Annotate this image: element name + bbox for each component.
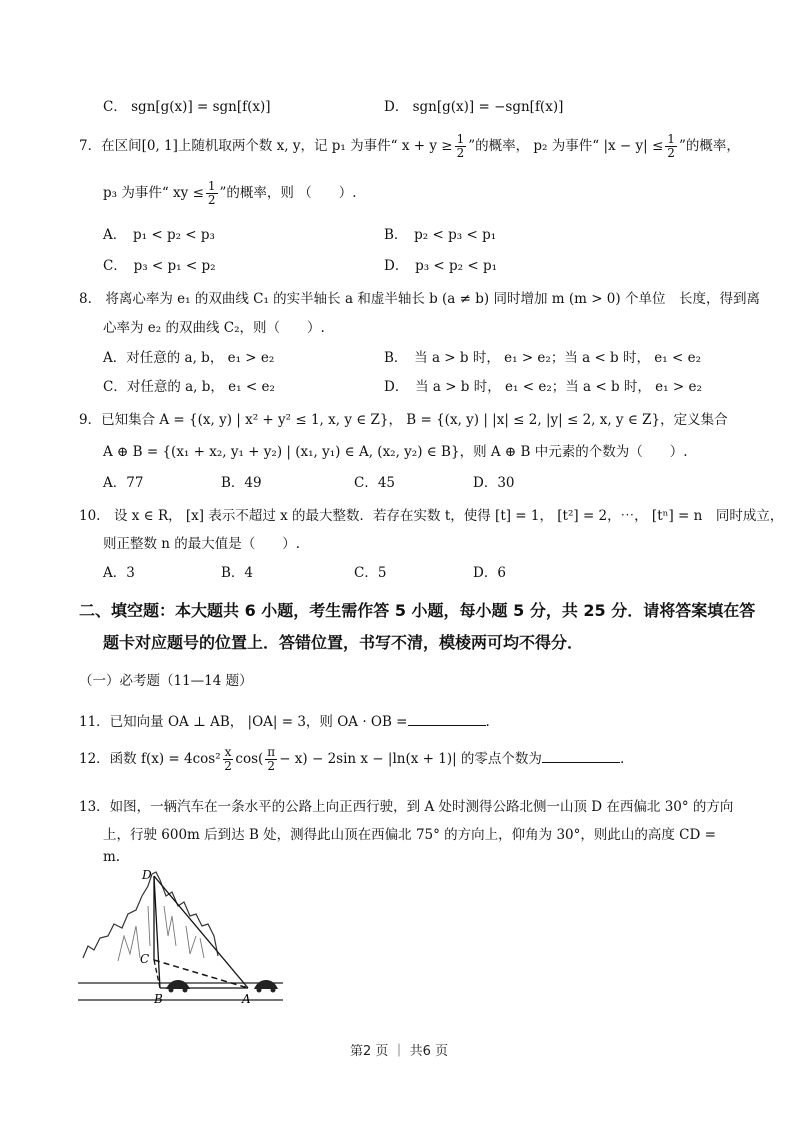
q10-option-b: B．4 bbox=[221, 565, 254, 581]
label-a: A bbox=[242, 992, 251, 1006]
section2-title-line1: 二、填空题：本大题共 6 小题，考生需作答 5 小题，每小题 5 分，共 25 分．请将答案填在答 bbox=[79, 601, 756, 620]
q10-option-a: A．3 bbox=[103, 565, 135, 581]
q8-option-a: A．对任意的 a, b， e₁ > e₂ bbox=[103, 350, 275, 366]
q6-option-c: C． sgn[g(x)] = sgn[f(x)] bbox=[103, 99, 271, 115]
label-d: D bbox=[142, 868, 152, 882]
q9-stem-line2: A ⊕ B = {(x₁ + x₂, y₁ + y₂) | (x₁, y₁) ∈ A, (x₂, y₂) ∈ B}，则 A ⊕ B 中元素的个数为（ ）. bbox=[103, 444, 688, 460]
answer-blank bbox=[542, 750, 620, 763]
label-b: B bbox=[154, 992, 163, 1006]
q10-stem-line2: 则正整数 n 的最大值是（ ）. bbox=[103, 536, 301, 552]
line-da bbox=[154, 876, 248, 988]
q7-option-d: D． p₃ < p₂ < p₁ bbox=[384, 258, 498, 274]
q8-option-b: B． 当 a > b 时， e₁ > e₂；当 a < b 时， e₁ < e₂ bbox=[384, 350, 701, 366]
car-icon bbox=[166, 980, 190, 993]
q9-option-c: C．45 bbox=[354, 475, 396, 491]
fraction-x-over-2: $\frac{x}{2}$ bbox=[224, 745, 232, 773]
line-ca bbox=[154, 960, 248, 988]
q9-option-b: B．49 bbox=[221, 475, 262, 491]
q8-option-c: C．对任意的 a, b， e₁ < e₂ bbox=[103, 379, 275, 395]
section2-subheading: （一）必考题（11—14 题） bbox=[79, 673, 253, 689]
q8-stem-line1: 8. 将离心率为 e₁ 的双曲线 C₁ 的实半轴长 a 和虚半轴长 b (a ≠ b) 同时增加 m (m > 0) 个单位 长度，得到离 bbox=[79, 291, 760, 307]
q13-stem-line2: 上，行驶 600m 后到达 B 处，测得此山顶在西偏北 75° 的方向上，仰角为 30°，则此山的高度 CD = bbox=[103, 827, 716, 843]
q6-option-d: D． sgn[g(x)] = −sgn[f(x)] bbox=[384, 99, 564, 115]
q8-option-d: D． 当 a > b 时， e₁ < e₂；当 a < b 时， e₁ > e₂ bbox=[384, 379, 702, 395]
q7-stem-line1: 7．在区间[0, 1]上随机取两个数 x, y，记 p₁ 为事件“ x + y ≥ $\frac{1}{2}$ ”的概率， p₂ 为事件“ |x − y| ≤ $\frac{1}{2}$ ”的概率， bbox=[79, 132, 740, 160]
q7-stem-line2: p₃ 为事件“ xy ≤ $\frac{1}{2}$ ”的概率，则 （ ）. bbox=[103, 179, 357, 207]
q9-stem-line1: 9．已知集合 A = {(x, y) | x² + y² ≤ 1, x, y ∈ Z}， B = {(x, y) | |x| ≤ 2, |y| ≤ 2, x, y ∈ Z}，定义集合 bbox=[79, 412, 728, 428]
q10-option-c: C．5 bbox=[354, 565, 387, 581]
q13-stem-line1: 13．如图，一辆汽车在一条水平的公路上向正西行驶，到 A 处时测得公路北侧一山顶 D 在西偏北 30° 的方向 bbox=[79, 799, 734, 815]
q10-stem-line1: 10. 设 x ∈ R， [x] 表示不超过 x 的最大整数．若存在实数 t，使得 [t] = 1， [t²] = 2，⋯， [tⁿ] = n 同时成立， bbox=[79, 508, 784, 524]
q10-option-d: D．6 bbox=[473, 565, 506, 581]
label-c: C bbox=[140, 952, 150, 966]
car-icon bbox=[254, 980, 278, 993]
fraction-one-half: $\frac{1}{2}$ bbox=[667, 132, 675, 160]
fraction-one-half: $\frac{1}{2}$ bbox=[207, 179, 216, 207]
fraction-one-half: $\frac{1}{2}$ bbox=[456, 132, 465, 160]
q7-option-b: B． p₂ < p₃ < p₁ bbox=[384, 227, 497, 243]
mountain-figure bbox=[78, 866, 288, 1012]
q7-option-a: A． p₁ < p₂ < p₃ bbox=[103, 227, 215, 243]
fraction-pi-over-2: $\frac{\pi}{2}$ bbox=[267, 745, 276, 773]
mountain-outline bbox=[83, 872, 218, 958]
mountain-shading bbox=[118, 906, 204, 961]
page-footer: 第2 页 ｜ 共6 页 bbox=[350, 1044, 449, 1059]
q9-option-a: A．77 bbox=[103, 475, 144, 491]
answer-blank bbox=[408, 713, 486, 726]
section2-title-line2: 题卡对应题号的位置上．答错位置，书写不清，模棱两可均不得分． bbox=[103, 633, 584, 652]
q13-stem-line3: m. bbox=[103, 849, 121, 865]
q9-option-d: D．30 bbox=[473, 475, 515, 491]
q8-stem-line2: 心率为 e₂ 的双曲线 C₂，则（ ）. bbox=[103, 320, 325, 336]
q7-option-c: C． p₃ < p₁ < p₂ bbox=[103, 258, 216, 274]
q11-stem: 11．已知向量 OA ⊥ AB， |OA| = 3，则 OA · OB = . bbox=[79, 714, 490, 730]
q12-stem: 12．函数 f(x) = 4cos² $\frac{x}{2}$ cos( $\frac{\pi}{2}$ − x) − 2sin x − |ln(x + 1)| 的零点个数为 . bbox=[79, 745, 625, 773]
